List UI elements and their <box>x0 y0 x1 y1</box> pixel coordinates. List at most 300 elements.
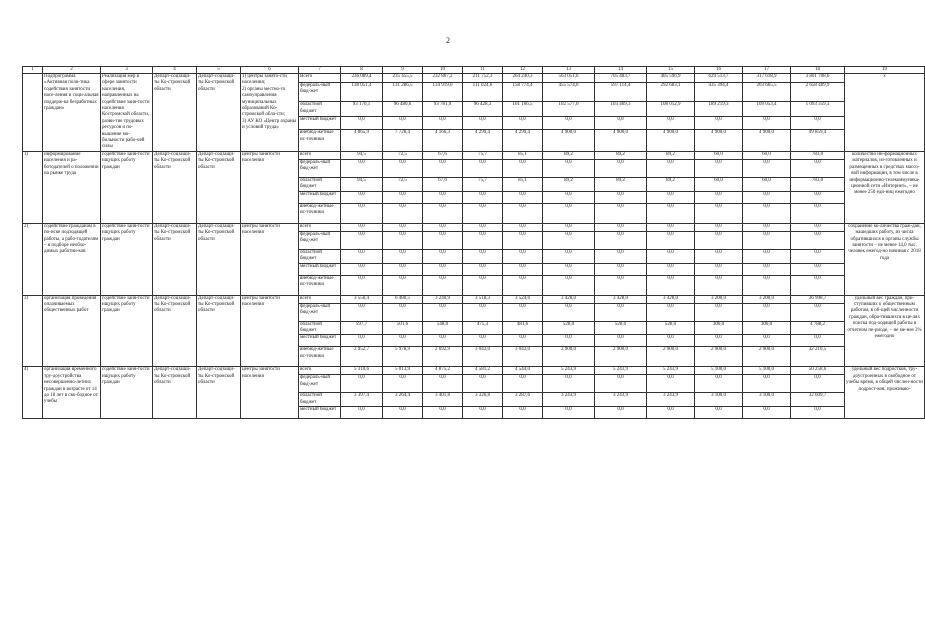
amount-cell: 3 287,6 <box>503 393 543 407</box>
amount-cell: 3 428,0 <box>543 295 595 303</box>
amount-cell: 0,0 <box>543 231 595 249</box>
funding-source: всего <box>299 295 341 303</box>
amount-cell: 4 865,9 <box>341 130 383 152</box>
amount-cell: 0,0 <box>743 407 791 419</box>
amount-cell: 0,0 <box>503 375 543 393</box>
amount-cell: 0,0 <box>383 335 423 347</box>
amount-cell: 5 243,9 <box>543 367 595 375</box>
amount-cell: 0,0 <box>383 275 423 295</box>
amount-cell: 5 100,0 <box>695 367 743 375</box>
amount-cell: 111 024,6 <box>463 82 503 102</box>
amount-cell: 96 428,3 <box>463 102 503 117</box>
amount-cell: 3 518,3 <box>463 295 503 303</box>
table-row <box>23 367 925 375</box>
amount-cell: 0,0 <box>423 203 463 223</box>
amount-cell: 0,0 <box>695 407 743 419</box>
amount-cell: 0,0 <box>647 375 695 393</box>
cell-c1: 4) <box>23 367 43 419</box>
amount-cell: 317 618,9 <box>743 74 791 83</box>
amount-cell: 0,0 <box>543 191 595 203</box>
amount-cell: 0,0 <box>743 263 791 275</box>
amount-cell: 0,0 <box>503 223 543 231</box>
amount-cell: 7 728,4 <box>383 130 423 152</box>
amount-cell: 0,0 <box>595 249 647 263</box>
cell-c6: центры занятости населения <box>241 223 299 295</box>
amount-cell: 0,0 <box>695 159 743 177</box>
amount-cell: 3 397,4 <box>341 393 383 407</box>
amount-cell: 0,0 <box>791 263 845 275</box>
amount-cell: 0,0 <box>695 231 743 249</box>
amount-cell: 2 900,0 <box>595 347 647 367</box>
cell-c5: Департ-соцзащи-ты Ко-стромской области <box>197 367 241 419</box>
amount-cell: 3 428,0 <box>595 295 647 303</box>
amount-cell: 0,0 <box>647 263 695 275</box>
amount-cell: 300,0 <box>743 321 791 335</box>
indicator-cell: удельный вес граждан, при-ступивших к общественным работам, в об-щей численности граждан, обра-тившихся в це-лях поиска под-ходящей работы в отчетном пе-риоде, – не ме-нее 3% ежегодно <box>845 295 925 367</box>
amount-cell: 0,0 <box>543 407 595 419</box>
indicator-cell: количество ин-формационных материалов, из-готовленных и размещенных в средствах массо-вой информации, в том числе в информационно-телекоммуника-ционной сети «Интернет», – не менее 250 еди-ниц ежегодно <box>845 151 925 223</box>
amount-cell: 0,0 <box>543 263 595 275</box>
amount-cell: 72,5 <box>383 151 423 159</box>
funding-source: местный бюджет <box>299 263 341 275</box>
amount-cell: 4 900,0 <box>647 130 695 152</box>
funding-source: внебюд-жетные ис-точники <box>299 347 341 367</box>
funding-source: местный бюджет <box>299 117 341 130</box>
cell-c3: содействие заня-тости ищущих работу граждан <box>101 367 153 419</box>
amount-cell: 0,0 <box>647 203 695 223</box>
amount-cell: 0,0 <box>463 223 503 231</box>
amount-cell: 0,0 <box>791 375 845 393</box>
amount-cell: 3 264,4 <box>383 393 423 407</box>
amount-cell: 0,0 <box>423 407 463 419</box>
funding-source: областной бюджет <box>299 249 341 263</box>
funding-source: местный бюджет <box>299 407 341 419</box>
amount-cell: 0,0 <box>341 375 383 393</box>
amount-cell: 0,0 <box>341 191 383 203</box>
funding-source: областной бюджет <box>299 393 341 407</box>
table-body <box>23 74 925 419</box>
amount-cell: 0,0 <box>743 223 791 231</box>
amount-cell: 0,0 <box>543 203 595 223</box>
amount-cell: 0,0 <box>341 407 383 419</box>
amount-cell: 3 100,0 <box>743 393 791 407</box>
cell-c1: 1) <box>23 151 43 223</box>
amount-cell: 0,0 <box>743 231 791 249</box>
funding-source: областной бюджет <box>299 321 341 335</box>
cell-c3: Реализация мер в сфере занятости населения, направленных на содействие заня-тости населения Костромской области, разви-тие трудовых ресурсов и по-вышение мо-бильности рабо-чей силы <box>101 74 153 152</box>
amount-cell: 455 574,6 <box>543 82 595 102</box>
amount-cell: 109 053,4 <box>743 102 791 117</box>
column-number: 8 <box>341 67 383 74</box>
amount-cell: 0,0 <box>543 223 595 231</box>
amount-cell: 0,0 <box>543 375 595 393</box>
amount-cell: 0,0 <box>341 303 383 321</box>
amount-cell: 0,0 <box>463 159 503 177</box>
amount-cell: 548,0 <box>423 321 463 335</box>
amount-cell: 0,0 <box>647 223 695 231</box>
amount-cell: 0,0 <box>743 203 791 223</box>
amount-cell: 4 900,0 <box>695 130 743 152</box>
cell-c5: Департ-соцзащи-ты Ко-стромской области <box>197 223 241 295</box>
amount-cell: 89,2 <box>647 151 695 159</box>
amount-cell: 3 428,0 <box>647 295 695 303</box>
amount-cell: 96 480,6 <box>383 102 423 117</box>
funding-source: внебюд-жетные ис-точники <box>299 130 341 152</box>
amount-cell: 158 774,4 <box>503 82 543 102</box>
amount-cell: 0,0 <box>341 263 383 275</box>
amount-cell: 0,0 <box>341 159 383 177</box>
amount-cell: 0,0 <box>647 117 695 130</box>
amount-cell: 0,0 <box>595 275 647 295</box>
amount-cell: 0,0 <box>543 249 595 263</box>
cell-c1: 2) <box>23 223 43 295</box>
amount-cell: 85,1 <box>503 177 543 191</box>
amount-cell: 0,0 <box>595 407 647 419</box>
amount-cell: 0,0 <box>791 203 845 223</box>
amount-cell: 292 683,1 <box>647 82 695 102</box>
amount-cell: 475,3 <box>463 321 503 335</box>
funding-source: федераль-ный бюд-жет <box>299 159 341 177</box>
funding-source: областной бюджет <box>299 102 341 117</box>
amount-cell: 211 752,3 <box>463 74 503 83</box>
column-number: 10 <box>423 67 463 74</box>
amount-cell: 2 900,0 <box>543 347 595 367</box>
amount-cell: 75,7 <box>463 177 503 191</box>
amount-cell: 300,0 <box>695 321 743 335</box>
column-number: 12 <box>503 67 543 74</box>
amount-cell: 0,0 <box>503 335 543 347</box>
amount-cell: 0,0 <box>791 117 845 130</box>
amount-cell: 0,0 <box>647 407 695 419</box>
amount-cell: 5 310,6 <box>341 367 383 375</box>
amount-cell: 0,0 <box>423 275 463 295</box>
amount-cell: 5 243,9 <box>595 367 647 375</box>
amount-cell: 0,0 <box>463 375 503 393</box>
cell-c4: Департ-соцзащи-ты Ко-стромской области <box>153 223 197 295</box>
amount-cell: 0,0 <box>647 303 695 321</box>
amount-cell: 3 550,4 <box>341 295 383 303</box>
amount-cell: 0,0 <box>647 275 695 295</box>
amount-cell: 528,0 <box>647 321 695 335</box>
amount-cell: 0,0 <box>743 159 791 177</box>
amount-cell: 3 243,9 <box>595 393 647 407</box>
amount-cell: 0,0 <box>463 407 503 419</box>
amount-cell: 0,0 <box>383 203 423 223</box>
amount-cell: 89,2 <box>595 151 647 159</box>
amount-cell: 0,0 <box>423 231 463 249</box>
cell-c3: содействие заня-тости ищущих работу граждан <box>101 223 153 295</box>
amount-cell: 0,0 <box>791 223 845 231</box>
amount-cell: 5 243,9 <box>647 367 695 375</box>
amount-cell: 3 100,0 <box>695 393 743 407</box>
amount-cell: 0,0 <box>383 191 423 203</box>
amount-cell: 131 286,5 <box>383 82 423 102</box>
amount-cell: 3 326,8 <box>463 393 503 407</box>
header-row <box>23 67 925 74</box>
amount-cell: 138 051,4 <box>341 82 383 102</box>
amount-cell: 0,0 <box>463 191 503 203</box>
amount-cell: 705 483,7 <box>595 74 647 83</box>
amount-cell: 3 524,6 <box>503 295 543 303</box>
amount-cell: 0,0 <box>595 191 647 203</box>
amount-cell: 0,0 <box>595 159 647 177</box>
amount-cell: 50 258,6 <box>791 367 845 375</box>
amount-cell: 0,0 <box>341 203 383 223</box>
amount-cell: 0,0 <box>695 335 743 347</box>
amount-cell: 3 043,0 <box>463 347 503 367</box>
amount-cell: 0,0 <box>463 335 503 347</box>
amount-cell: 36 998,7 <box>791 295 845 303</box>
amount-cell: 103 469,3 <box>595 102 647 117</box>
amount-cell: 0,0 <box>791 159 845 177</box>
amount-cell: 0,0 <box>383 407 423 419</box>
column-number: 13 <box>543 67 595 74</box>
amount-cell: 0,0 <box>383 263 423 275</box>
amount-cell: 0,0 <box>695 303 743 321</box>
amount-cell: 597 114,4 <box>595 82 647 102</box>
amount-cell: 405 596,9 <box>647 74 695 83</box>
amount-cell: 89,2 <box>647 177 695 191</box>
amount-cell: 0,0 <box>503 231 543 249</box>
amount-cell: 235 455,5 <box>383 74 423 83</box>
amount-cell: 2 900,0 <box>647 347 695 367</box>
column-number: 17 <box>743 67 791 74</box>
amount-cell: 85,1 <box>503 151 543 159</box>
amount-cell: 0,0 <box>463 203 503 223</box>
amount-cell: 134 919,0 <box>423 82 463 102</box>
amount-cell: 60,0 <box>743 177 791 191</box>
amount-cell: 3 243,9 <box>543 393 595 407</box>
amount-cell: 0,0 <box>463 231 503 249</box>
amount-cell: 75,7 <box>463 151 503 159</box>
amount-cell: 0,0 <box>463 263 503 275</box>
amount-cell: 0,0 <box>595 231 647 249</box>
amount-cell: 67,6 <box>423 151 463 159</box>
amount-cell: 264 240,3 <box>503 74 543 83</box>
amount-cell: 189 219,3 <box>695 102 743 117</box>
amount-cell: 0,0 <box>743 117 791 130</box>
amount-cell: 0,0 <box>423 191 463 203</box>
column-number: 9 <box>383 67 423 74</box>
amount-cell: 32 609,7 <box>791 393 845 407</box>
funding-source: всего <box>299 151 341 159</box>
amount-cell: 0,0 <box>743 249 791 263</box>
amount-cell: 597,7 <box>341 321 383 335</box>
amount-cell: 0,0 <box>743 335 791 347</box>
amount-cell: 0,0 <box>543 275 595 295</box>
amount-cell: 0,0 <box>503 249 543 263</box>
amount-cell: 2 900,0 <box>743 347 791 367</box>
amount-cell: 501,6 <box>383 321 423 335</box>
amount-cell: 0,0 <box>647 191 695 203</box>
amount-cell: 0,0 <box>791 231 845 249</box>
cell-c6: центры занятости населения <box>241 151 299 223</box>
column-number: 16 <box>695 67 743 74</box>
amount-cell: 783,0 <box>791 151 845 159</box>
amount-cell: 0,0 <box>791 335 845 347</box>
amount-cell: 0,0 <box>503 203 543 223</box>
cell-c2: информирование населения и ра-ботодателей о положении на рынке труда <box>43 151 101 223</box>
cell-c3: содействие заня-тости ищущих работу граждан <box>101 295 153 367</box>
amount-cell: 93 781,9 <box>423 102 463 117</box>
funding-source: федераль-ный бюд-жет <box>299 303 341 321</box>
amount-cell: 4 875,2 <box>423 367 463 375</box>
amount-cell: 0,0 <box>695 117 743 130</box>
amount-cell: 6 480,5 <box>383 295 423 303</box>
amount-cell: 0,0 <box>383 375 423 393</box>
column-number: 4 <box>153 67 197 74</box>
amount-cell: 528,0 <box>595 321 647 335</box>
amount-cell: 0,0 <box>423 263 463 275</box>
amount-cell: 0,0 <box>463 275 503 295</box>
amount-cell: 101 166,5 <box>503 102 543 117</box>
amount-cell: 0,0 <box>647 335 695 347</box>
amount-cell: 0,0 <box>341 117 383 130</box>
amount-cell: 0,0 <box>423 303 463 321</box>
cell-c2: содействие гражданам в по-иске подходящей работы, а рабо-тодателям – в подборе необхо-димых работни-ков <box>43 223 101 295</box>
amount-cell: 0,0 <box>695 191 743 203</box>
amount-cell: 72,5 <box>383 177 423 191</box>
table-row <box>23 295 925 303</box>
amount-cell: 0,0 <box>383 249 423 263</box>
amount-cell: 3 200,0 <box>743 295 791 303</box>
amount-cell: 563 051,6 <box>543 74 595 83</box>
cell-c5: Департ-соцзащи-ты Ко-стромской области <box>197 151 241 223</box>
amount-cell: 0,0 <box>503 263 543 275</box>
cell-c4: Департ-соцзащи-ты Ко-стромской области <box>153 295 197 367</box>
amount-cell: 0,0 <box>383 223 423 231</box>
cell-c4: Департ-соцзащи-ты Ко-стромской области <box>153 367 197 419</box>
amount-cell: 4 299,4 <box>503 130 543 152</box>
amount-cell: 0,0 <box>743 375 791 393</box>
column-number: 11 <box>463 67 503 74</box>
amount-cell: 0,0 <box>791 249 845 263</box>
amount-cell: 5 013,9 <box>383 367 423 375</box>
amount-cell: 0,0 <box>341 223 383 231</box>
amount-cell: 0,0 <box>595 223 647 231</box>
amount-cell: 0,0 <box>595 375 647 393</box>
amount-cell: 2 952,7 <box>341 347 383 367</box>
amount-cell: 528,0 <box>543 321 595 335</box>
amount-cell: 629 513,7 <box>695 74 743 83</box>
amount-cell: 60,0 <box>695 177 743 191</box>
cell-c1: 3) <box>23 295 43 367</box>
amount-cell: 0,0 <box>503 191 543 203</box>
funding-source: внебюд-жетные ис-точники <box>299 203 341 223</box>
cell-c2: Подпрограмма «Активная поли-тика содействия занятости насе-ления и соци-альная поддерж-ка безработных граждан» <box>43 74 101 152</box>
amount-cell: 93 170,1 <box>341 102 383 117</box>
cell-c6: 1) центры занято-сти населения; 2) органы местно-го самоуправления муниципальных образований Ко-стромской обла-сти; 3) АУ КО «Центр охраны и условий труда» <box>241 74 299 152</box>
page-number: 2 <box>446 36 450 45</box>
amount-cell: 4 900,0 <box>543 130 595 152</box>
amount-cell: 0,0 <box>341 335 383 347</box>
funding-source: внебюд-жетные ис-точники <box>299 275 341 295</box>
amount-cell: 0,0 <box>743 191 791 203</box>
amount-cell: 0,0 <box>647 159 695 177</box>
amount-cell: 2 900,0 <box>695 347 743 367</box>
cell-c3: содействие заня-тости ищущих работу граждан <box>101 151 153 223</box>
amount-cell: 0,0 <box>503 407 543 419</box>
cell-c4: Департ-соцзащи-ты Ко-стромской области <box>153 74 197 152</box>
amount-cell: 3 240,9 <box>423 295 463 303</box>
amount-cell: 0,0 <box>503 275 543 295</box>
amount-cell: 0,0 <box>695 263 743 275</box>
column-number: 6 <box>241 67 299 74</box>
amount-cell: 102 577,0 <box>543 102 595 117</box>
amount-cell: 0,0 <box>503 159 543 177</box>
amount-cell: 5 100,0 <box>743 367 791 375</box>
amount-cell: 0,0 <box>543 335 595 347</box>
amount-cell: 94,5 <box>341 177 383 191</box>
table-row <box>23 74 925 83</box>
cell-c5: Департ-соцзащи-ты Ко-стромской области <box>197 74 241 152</box>
amount-cell: 0,0 <box>383 117 423 130</box>
indicator-cell: х <box>845 74 925 152</box>
amount-cell: 0,0 <box>341 275 383 295</box>
amount-cell: 0,0 <box>743 275 791 295</box>
amount-cell: 4 299,4 <box>463 130 503 152</box>
amount-cell: 67,6 <box>423 177 463 191</box>
amount-cell: 94,5 <box>341 151 383 159</box>
amount-cell: 0,0 <box>463 117 503 130</box>
cell-c1 <box>23 74 43 152</box>
table-row <box>23 223 925 231</box>
amount-cell: 0,0 <box>463 249 503 263</box>
funding-source: федераль-ный бюд-жет <box>299 82 341 102</box>
column-number: 1 <box>23 67 43 74</box>
amount-cell: 0,0 <box>695 249 743 263</box>
cell-c2: организация проведения оплачиваемых общественных работ <box>43 295 101 367</box>
funding-source: областной бюджет <box>299 177 341 191</box>
amount-cell: 4 900,0 <box>743 130 791 152</box>
funding-source: всего <box>299 367 341 375</box>
amount-cell: 4 900,0 <box>595 130 647 152</box>
amount-cell: 481,6 <box>503 321 543 335</box>
column-number: 14 <box>595 67 647 74</box>
column-number: 3 <box>101 67 153 74</box>
amount-cell: 0,0 <box>647 231 695 249</box>
funding-source: местный бюджет <box>299 191 341 203</box>
cell-c4: Департ-соцзащи-ты Ко-стромской области <box>153 151 197 223</box>
amount-cell: 0,0 <box>503 117 543 130</box>
amount-cell: 0,0 <box>791 275 845 295</box>
amount-cell: 3 801 708,6 <box>791 74 845 83</box>
column-number: 19 <box>845 67 925 74</box>
amount-cell: 0,0 <box>383 159 423 177</box>
amount-cell: 0,0 <box>341 231 383 249</box>
cell-c5: Департ-соцзащи-ты Ко-стромской области <box>197 295 241 367</box>
cell-c6: центры занятости населения <box>241 367 299 419</box>
amount-cell: 0,0 <box>595 117 647 130</box>
amount-cell: 0,0 <box>341 249 383 263</box>
amount-cell: 0,0 <box>543 159 595 177</box>
indicator-cell: удельный вес подростков, тру-доустроенных в свободное от учебы время, в общей числен-ности подрост-ков, проживаю- <box>845 367 925 419</box>
cell-c2: организация временного тру-доустройства несовершенно-летних граждан в возрасте от 14 до 18 лет в сво-бодное от учебы <box>43 367 101 419</box>
amount-cell: 89,2 <box>595 177 647 191</box>
amount-cell: 435 394,4 <box>695 82 743 102</box>
amount-cell: 89,2 <box>543 177 595 191</box>
amount-cell: 32 210,5 <box>791 347 845 367</box>
amount-cell: 0,0 <box>503 303 543 321</box>
column-number: 18 <box>791 67 845 74</box>
amount-cell: 0,0 <box>423 117 463 130</box>
amount-cell: 49 859,4 <box>791 130 845 152</box>
budget-table <box>22 66 925 419</box>
amount-cell: 1 093 359,3 <box>791 102 845 117</box>
amount-cell: 60,0 <box>695 151 743 159</box>
column-number: 15 <box>647 67 695 74</box>
amount-cell: 0,0 <box>743 303 791 321</box>
